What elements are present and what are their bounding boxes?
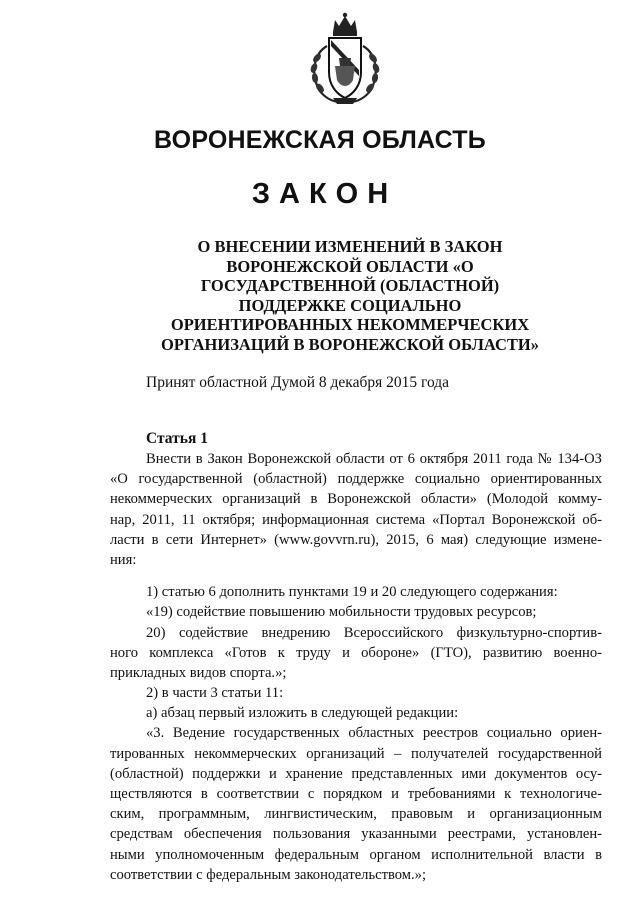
text-line: тированных некоммерческих организаций – получателей государственной [110, 745, 602, 762]
text-line: ским, программным, лингвистическим, правовым и организационным [110, 806, 602, 823]
text-line: «3. Ведение государственных областных реестров социально ориен- [146, 725, 602, 742]
adoption-statement: Принят областной Думой 8 декабря 2015 года [146, 374, 450, 391]
text-line: соответствии с федеральным законодательством.»; [110, 866, 427, 883]
title-line: ВОРОНЕЖСКОЙ ОБЛАСТИ «О [226, 256, 474, 276]
text-line: прикладных видов спорта.»; [110, 664, 287, 681]
title-line: ОРГАНИЗАЦИЙ В ВОРОНЕЖСКОЙ ОБЛАСТИ» [161, 334, 539, 354]
text-line: 20) содействие внедрению Всероссийского физкультурно-спортив- [146, 624, 602, 641]
text-line: «О государственной (областной) поддержке социально ориентированных [110, 471, 602, 488]
title-line: О ВНЕСЕНИИ ИЗМЕНЕНИЙ В ЗАКОН [197, 237, 503, 256]
text-line: ществляются в соответствии с порядком и требованиями к технологиче- [110, 786, 602, 802]
text-line: ласти в сети Интернет» (www.govvrn.ru), 2015, 6 мая) следующие измене- [110, 531, 602, 548]
text-line: (областной) поддержки и хранение представленных ими документов осу- [110, 765, 602, 782]
text-line: 1) статью 6 дополнить пунктами 19 и 20 следующего содержания: [146, 584, 558, 601]
text-line: ния: [110, 551, 137, 568]
region-heading: ВОРОНЕЖСКАЯ ОБЛАСТЬ [154, 126, 486, 154]
document-type-heading: ЗАКОН [251, 178, 398, 210]
text-line: средствам обеспечения пользования указанными реестрами, установлен- [110, 826, 602, 843]
title-line: ГОСУДАРСТВЕННОЙ (ОБЛАСТНОЙ) [200, 276, 500, 295]
text-line: некоммерческих организаций в Воронежской области» (Молодой комму- [110, 491, 602, 508]
text-line: а) абзац первый изложить в следующей редакции: [146, 705, 459, 722]
law-title [150, 237, 550, 354]
text-line: Внести в Закон Воронежской области от 6 октября 2011 года № 134-ОЗ [146, 451, 602, 467]
title-line: ОРИЕНТИРОВАННЫХ НЕКОММЕРЧЕСКИХ [170, 315, 530, 334]
text-line: 2) в части 3 статьи 11: [146, 685, 284, 702]
text-line: «19) содействие повышению мобильности трудовых ресурсов; [146, 604, 537, 621]
coat-of-arms-emblem [303, 10, 387, 106]
article-heading: Статья 1 [146, 430, 208, 447]
article-body [110, 449, 602, 885]
text-line: ными уполномоченным федеральным органом исполнительной власти в [110, 846, 602, 863]
title-line: ПОДДЕРЖКЕ СОЦИАЛЬНО [238, 295, 462, 315]
text-line: ного комплекса «Готов к труду и обороне» (ГТО), развитию военно- [110, 644, 602, 661]
text-line: нар, 2011, 11 октября; информационная система «Портал Воронежской об- [110, 511, 602, 528]
